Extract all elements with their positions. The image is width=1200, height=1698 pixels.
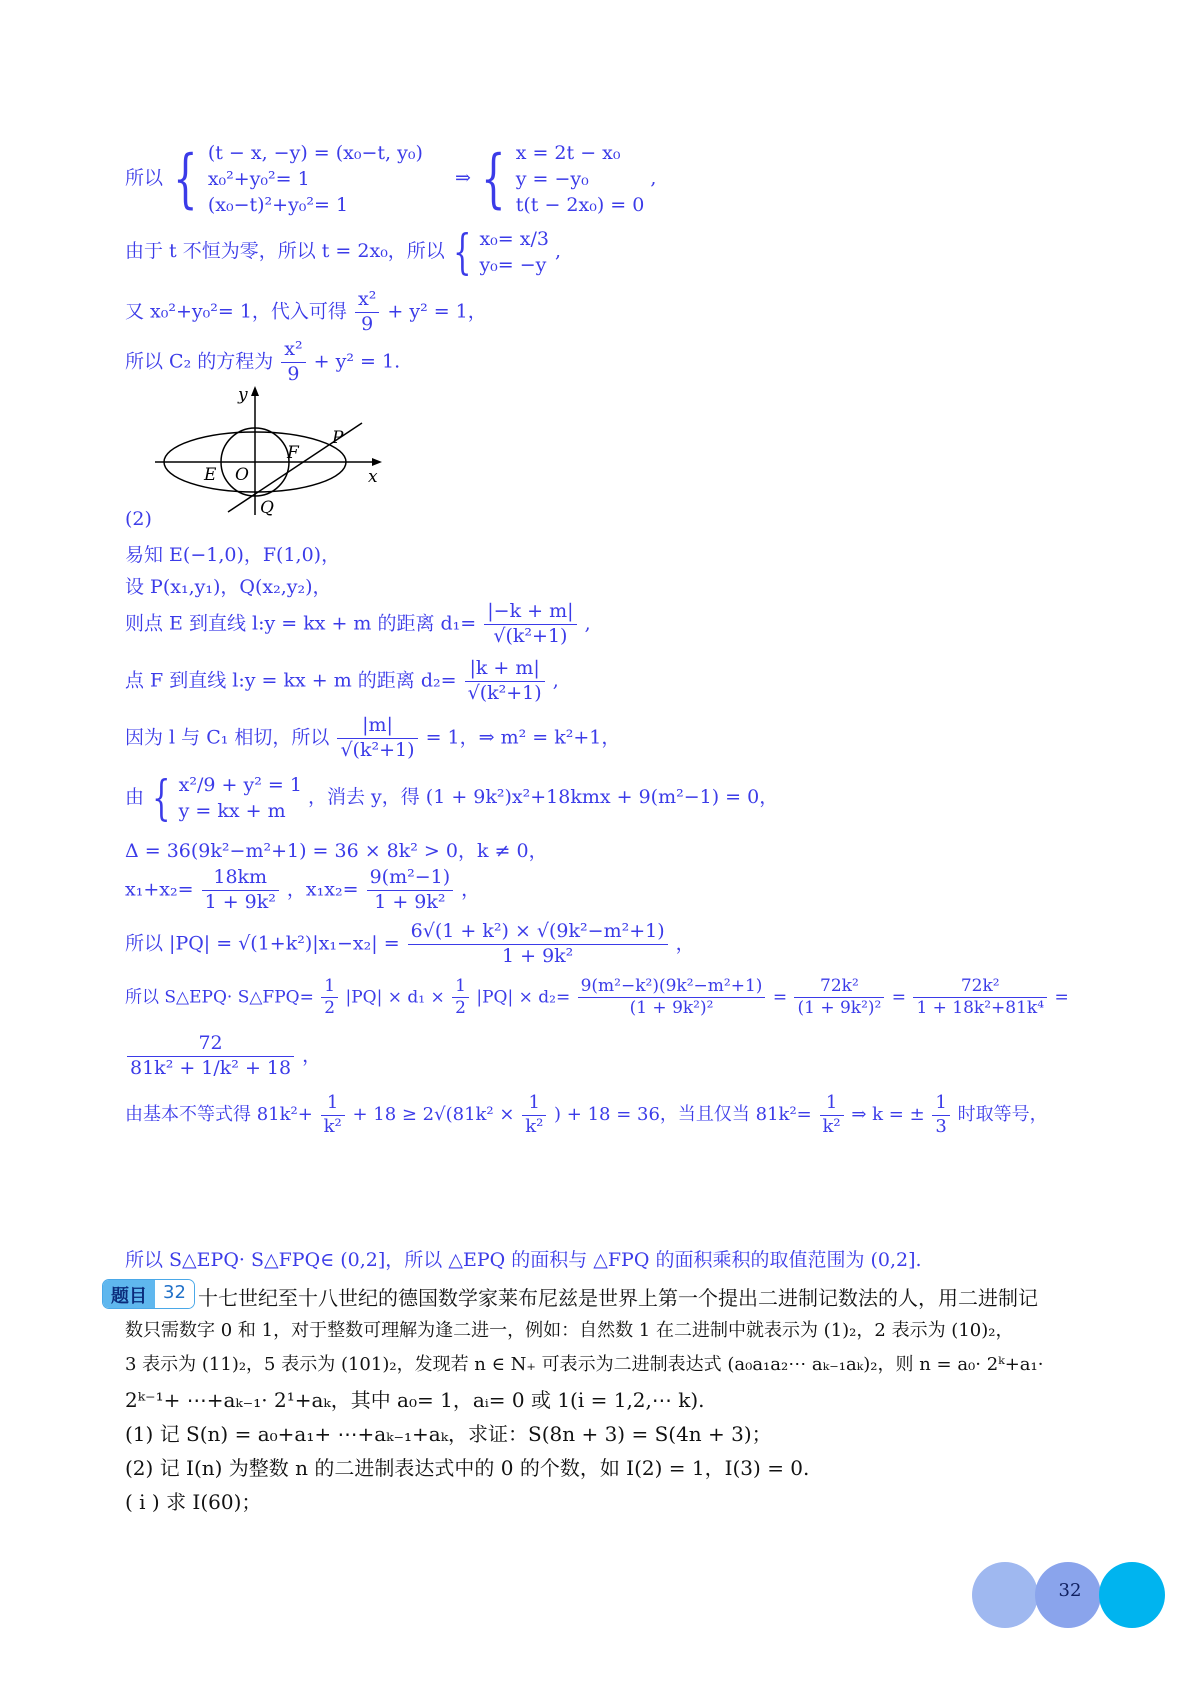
page-number: 32 <box>1058 1580 1082 1601</box>
solution-line-16: 由基本不等式得 81k²+ $\frac{1}{\text{k²}}$ + 18 ≥ 2√(81k² × $\frac{1}{\text{k²}}$ ) + 18 = 36，当且仅当 81k²= $\frac{1}{\text{k²}}$ ⇒ k = ± $\frac{1}{3}$ 时取等号， <box>125 1092 1048 1137</box>
solution-line-7: 则点 E 到直线 l:y = kx + m 的距离 d₁= $\frac{|-k + m|}{\text{√(k²+1)}}$ , <box>125 600 591 647</box>
fraction: $\frac{\text{6√(1 + k²) × √(9k²−m²+1)}}{\text{1 + 9k²}}$ <box>408 920 668 969</box>
problem-tag <box>102 1279 195 1309</box>
problem-line-5: (1) 记 S(n) = a₀+a₁+ ⋯+aₖ₋₁+aₖ，求证：S(8n + 3) = S(4n + 3)； <box>125 1422 772 1446</box>
fraction: $\frac{|-k + m|}{\text{√(k²+1)}}$ <box>484 600 576 649</box>
equation-system-a: (t − x, −y) = (x₀−t, y₀) x₀²+y₀²= 1 (x₀−t)²+y₀²= 1 <box>207 142 423 216</box>
problem-line-1: 十七世纪至十八世纪的德国数学家莱布尼兹是世界上第一个提出二进制记数法的人，用二进制记 <box>198 1286 1038 1310</box>
solution-line-5: 易知 E(−1,0)，F(1,0)， <box>125 544 341 566</box>
fraction: $\frac{1}{\text{k²}}$ <box>522 1092 546 1138</box>
solution-line-6: 设 P(x₁,y₁)，Q(x₂,y₂)， <box>125 576 332 598</box>
fraction: $\frac{\text{9(m²−k²)(9k²−m²+1)}}{\text{(1 + 9k²)²}}$ <box>578 976 766 1020</box>
fraction: $\frac{|k + m|}{\text{√(k²+1)}}$ <box>465 657 545 706</box>
solution-line-10: 由 { x²/9 + y² = 1 y = kx + m ，消去 y，得 (1 + 9k²)x²+18kmx + 9(m²−1) = 0， <box>125 770 779 826</box>
problem-line-2: 数只需数字 0 和 1，对于整数可理解为逢二进一，例如：自然数 1 在二进制中就表示为 (1)₂，2 表示为 (10)₂， <box>125 1320 1014 1341</box>
x-axis-arrow-icon <box>372 458 382 466</box>
fraction: $\frac{|m|}{\text{√(k²+1)}}$ <box>337 714 417 763</box>
deco-circle-left <box>972 1562 1038 1628</box>
part-2-label: (2) <box>125 508 152 530</box>
solution-line-14: 所以 S△EPQ· S△FPQ= $\frac{1}{2}$ |PQ| × d₁ × $\frac{1}{2}$ |PQ| × d₂= $\frac{\text{9(m²−k²)(9k²−m²+1)}}{\text{(1 + 9k²)²}}$ = $\frac{\text{72k²}}{\text{(1 + 9k²)²}}$ = $\frac{\text{72k²}}{\text{1 + 18k²+81k⁴}}$ = <box>125 976 1069 1019</box>
label-x: x <box>368 467 378 487</box>
problem-line-7: ( i ) 求 I(60)； <box>125 1490 262 1514</box>
solution-line-11: Δ = 36(9k²−m²+1) = 36 × 8k² > 0，k ≠ 0， <box>125 840 548 862</box>
problem-tag-label: 题目 <box>103 1280 155 1308</box>
fraction: $\frac{1}{\text{k²}}$ <box>321 1092 345 1138</box>
solution-line-1: 所以 { (t − x, −y) = (x₀−t, y₀) x₀²+y₀²= 1 (x₀−t)²+y₀²= 1 ⇒ { x = 2t − x₀ y = −y₀ t(t − 2x₀) = 0 , <box>125 142 657 216</box>
solution-line-15: $\frac{72}{\text{81k² + 1/k² + 18}}$ ， <box>125 1032 321 1081</box>
solution-line-17: 所以 S△EPQ· S△FPQ∈ (0,2]，所以 △EPQ 的面积与 △FPQ 的面积乘积的取值范围为 (0,2]. <box>125 1249 922 1271</box>
problem-line-3: 3 表示为 (11)₂，5 表示为 (101)₂，发现若 n ∈ N₊ 可表示为二进制表达式 (a₀a₁a₂⋯ aₖ₋₁aₖ)₂，则 n = a₀· 2ᵏ+a₁· <box>125 1354 1044 1375</box>
equation-system-d: x²/9 + y² = 1 y = kx + m <box>178 774 302 822</box>
fraction: $\frac{\text{x²}}{9}$ <box>281 338 305 387</box>
label-y: y <box>238 385 248 405</box>
label-f: F <box>287 443 299 463</box>
problem-line-6: (2) 记 I(n) 为整数 n 的二进制表达式中的 0 的个数，如 I(2) = 1，I(3) = 0. <box>125 1456 810 1480</box>
problem-tag-number: 32 <box>155 1280 194 1308</box>
solution-line-4: 所以 C₂ 的方程为 $\frac{\text{x²}}{9}$ + y² = 1. <box>125 338 401 385</box>
solution-line-8: 点 F 到直线 l:y = kx + m 的距离 d₂= $\frac{|k + m|}{\text{√(k²+1)}}$ , <box>125 657 559 704</box>
equation-system-b: x = 2t − x₀ y = −y₀ t(t − 2x₀) = 0 <box>515 142 645 216</box>
fraction: $\frac{\text{x²}}{9}$ <box>355 288 379 337</box>
solution-line-9: 因为 l 与 C₁ 相切，所以 $\frac{|m|}{\text{√(k²+1)}}$ = 1，⇒ m² = k²+1， <box>125 714 621 761</box>
fraction: $\frac{1}{\text{k²}}$ <box>820 1092 844 1138</box>
fraction: $\frac{\text{9(m²−1)}}{\text{1 + 9k²}}$ <box>367 866 454 915</box>
label-p: P <box>332 428 344 448</box>
label-e: E <box>204 465 217 485</box>
solution-line-3: 又 x₀²+y₀²= 1，代入可得 $\frac{\text{x²}}{9}$ + y² = 1， <box>125 288 487 335</box>
fraction: $\frac{\text{72k²}}{\text{(1 + 9k²)²}}$ <box>794 976 884 1020</box>
implies-arrow: ⇒ <box>454 167 471 189</box>
solution-line-2: 由于 t 不恒为零，所以 t = 2x₀，所以 { x₀= x/3 y₀= −y , <box>125 224 562 280</box>
equation-system-c: x₀= x/3 y₀= −y <box>479 228 549 276</box>
y-axis-arrow-icon <box>251 386 259 396</box>
fraction: $\frac{72}{\text{81k² + 1/k² + 18}}$ <box>127 1032 294 1081</box>
fraction: $\frac{1}{2}$ <box>321 976 338 1020</box>
fraction: $\frac{1}{2}$ <box>452 976 469 1020</box>
fraction: $\frac{18km}{\text{1 + 9k²}}$ <box>202 866 279 915</box>
label-o: O <box>235 465 249 485</box>
fraction: $\frac{\text{72k²}}{\text{1 + 18k²+81k⁴}}$ <box>913 976 1047 1020</box>
solution-line-13: 所以 |PQ| = √(1+k²)|x₁−x₂| = $\frac{\text{6√(1 + k²) × √(9k²−m²+1)}}{\text{1 + 9k²}}$ ， <box>125 920 695 967</box>
fraction: $\frac{1}{3}$ <box>932 1092 949 1138</box>
ellipse-circle-figure <box>150 380 400 520</box>
line-prefix: 所以 <box>125 167 164 189</box>
problem-line-4: 2ᵏ⁻¹+ ⋯+aₖ₋₁· 2¹+aₖ，其中 a₀= 1，aᵢ= 0 或 1(i = 1,2,⋯ k). <box>125 1388 705 1412</box>
solution-line-12: x₁+x₂= $\frac{18km}{\text{1 + 9k²}}$ ，x₁x₂= $\frac{\text{9(m²−1)}}{\text{1 + 9k²}}$ ， <box>125 866 481 913</box>
deco-circle-right <box>1099 1562 1165 1628</box>
label-q: Q <box>260 498 274 518</box>
